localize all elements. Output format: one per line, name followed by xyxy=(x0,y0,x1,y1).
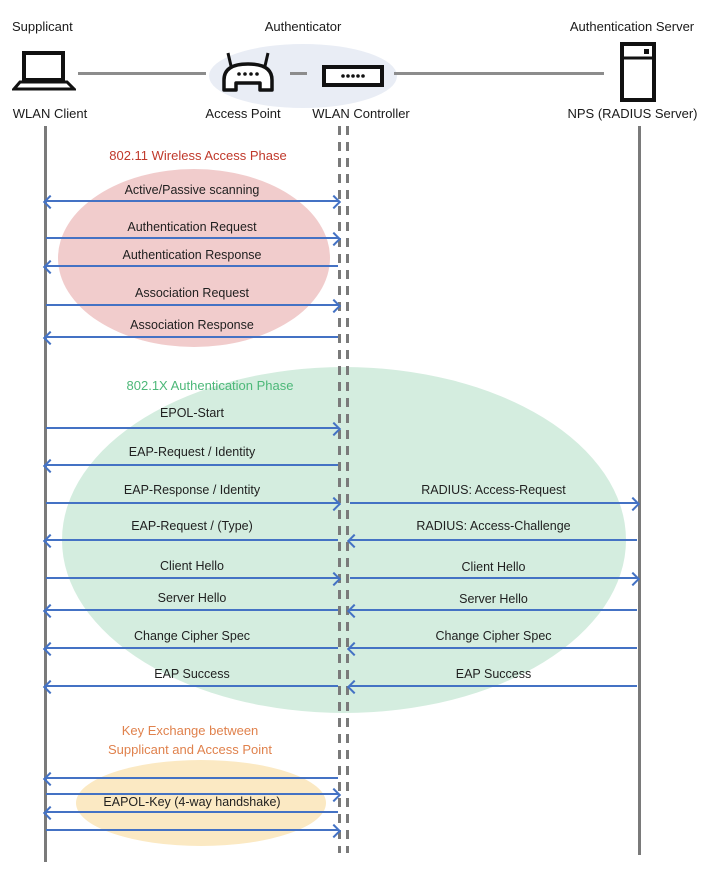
arrow-eap-success-left xyxy=(46,685,338,687)
arrow-active-passive-scanning xyxy=(46,200,338,202)
message-label: RADIUS: Access-Request xyxy=(421,483,566,497)
message-label: RADIUS: Access-Challenge xyxy=(416,519,571,533)
role-supplicant: Supplicant xyxy=(12,19,73,34)
message-label: Server Hello xyxy=(459,592,528,606)
arrow-eap-response-identity xyxy=(46,502,338,504)
lifeline-nps-server xyxy=(638,126,641,855)
arrow-epol-start xyxy=(46,427,338,429)
message-label: EAP-Request / Identity xyxy=(128,445,256,459)
server-icon xyxy=(620,42,656,102)
arrow-server-hello-left xyxy=(46,609,338,611)
message-label: EAP Success xyxy=(455,667,532,681)
arrow-authentication-response xyxy=(46,265,338,267)
connector-controller-server xyxy=(394,72,604,75)
message-label: EAP Success xyxy=(154,667,230,681)
arrow-eap-request-identity xyxy=(46,464,338,466)
phase3-title xyxy=(44,721,336,759)
arrow-radius-access-request xyxy=(350,502,637,504)
phase3-title-line1: Key Exchange between xyxy=(121,723,259,738)
arrow-client-hello-left xyxy=(46,577,338,579)
connector-client-ap xyxy=(78,72,206,75)
arrow-association-request xyxy=(46,304,338,306)
device-access-point: Access Point xyxy=(205,106,281,121)
arrow-server-hello-right xyxy=(350,609,637,611)
phase2-title: 802.1X Authentication Phase xyxy=(126,378,294,393)
arrow-change-cipher-spec-right xyxy=(350,647,637,649)
arrow-eap-request-type xyxy=(46,539,338,541)
message-label: EAP-Request / (Type) xyxy=(131,519,253,533)
connector-ap-controller-dash xyxy=(290,72,307,75)
arrow-association-response xyxy=(46,336,338,338)
role-authenticator: Authenticator xyxy=(264,19,342,34)
role-authentication-server: Authentication Server xyxy=(569,19,695,34)
arrow-eap-success-right xyxy=(350,685,637,687)
message-label: EAP-Response / Identity xyxy=(123,483,261,497)
laptop-icon xyxy=(12,50,76,92)
device-wlan-client: WLAN Client xyxy=(12,106,88,121)
lifeline-wlan-controller-dashed-2 xyxy=(346,126,349,853)
message-label: EAPOL-Key (4-way handshake) xyxy=(103,795,281,809)
lifeline-wlan-controller-dashed-1 xyxy=(338,126,341,853)
message-label: Active/Passive scanning xyxy=(124,183,260,197)
message-label: Change Cipher Spec xyxy=(133,629,251,643)
arrow-handshake-4 xyxy=(46,829,338,831)
arrow-handshake-1 xyxy=(46,777,338,779)
message-label: Association Response xyxy=(130,318,254,332)
message-label: Server Hello xyxy=(157,591,227,605)
arrow-handshake-3 xyxy=(46,811,338,813)
message-label: Association Request xyxy=(135,286,249,300)
message-label: Authentication Response xyxy=(122,248,262,262)
phase3-title-line2: Supplicant and Access Point xyxy=(107,742,273,757)
phase1-title: 802.11 Wireless Access Phase xyxy=(109,148,287,163)
device-nps-radius-server: NPS (RADIUS Server) xyxy=(567,106,698,121)
message-label: Client Hello xyxy=(461,560,526,574)
message-label: Change Cipher Spec xyxy=(435,629,552,643)
device-wlan-controller: WLAN Controller xyxy=(312,106,410,121)
arrow-change-cipher-spec-left xyxy=(46,647,338,649)
message-label: EPOL-Start xyxy=(160,406,224,420)
arrow-radius-access-challenge xyxy=(350,539,637,541)
wlan-controller-icon xyxy=(322,65,384,87)
arrow-authentication-request xyxy=(46,237,338,239)
arrow-client-hello-right xyxy=(350,577,637,579)
access-point-icon xyxy=(218,50,278,92)
message-label: Client Hello xyxy=(160,559,224,573)
message-label: Authentication Request xyxy=(127,220,257,234)
